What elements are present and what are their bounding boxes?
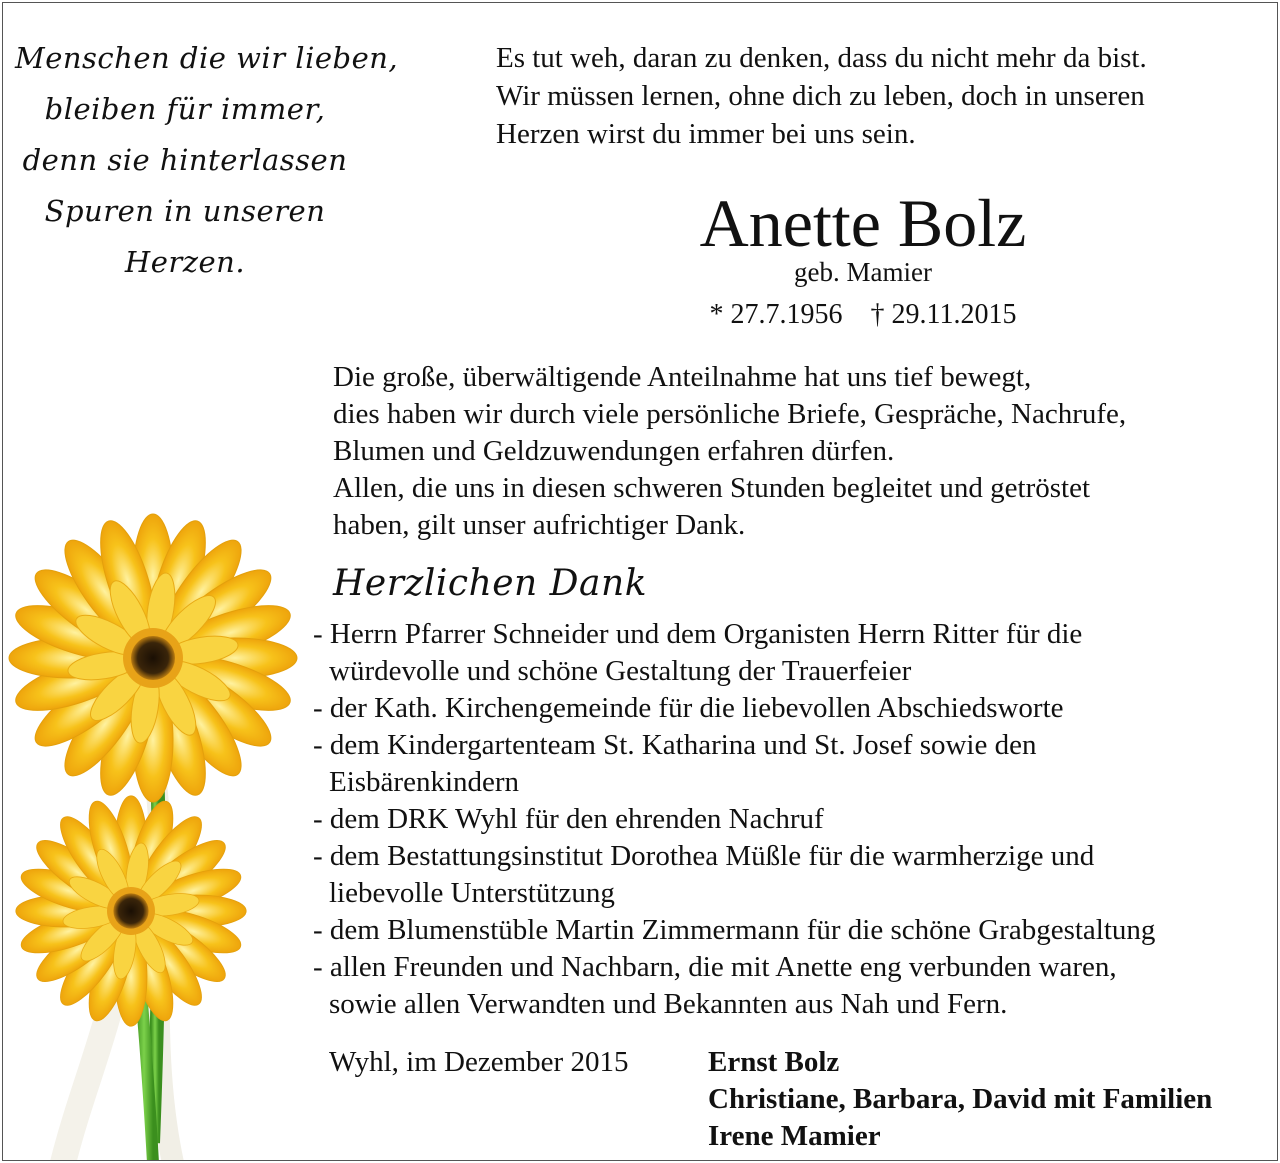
thanks-heading: Herzlichen Dank bbox=[333, 563, 648, 604]
list-item-continuation: liebevolle Unterstützung bbox=[329, 877, 615, 909]
list-item-continuation: Eisbärenkindern bbox=[329, 766, 520, 798]
list-item: - der Kath. Kirchengemeinde für die liebevollen Abschiedsworte bbox=[313, 692, 1064, 724]
signer-line: Irene Mamier bbox=[708, 1120, 881, 1152]
paragraph-line: haben, gilt unser aufrichtiger Dank. bbox=[333, 509, 746, 541]
motto-line: Spuren in unseren bbox=[44, 194, 326, 228]
signers bbox=[708, 1044, 1212, 1155]
poem-line: Herzen wirst du immer bei uns sein. bbox=[496, 118, 916, 150]
lower-flower bbox=[16, 796, 246, 1026]
paragraph-line: dies haben wir durch viele persönliche Briefe, Gespräche, Nachrufe, bbox=[333, 398, 1127, 430]
opening-poem bbox=[496, 39, 1266, 153]
list-item: - Herrn Pfarrer Schneider und dem Organisten Herrn Ritter für die bbox=[313, 618, 1083, 650]
signer-line: Christiane, Barbara, David mit Familien bbox=[708, 1083, 1213, 1115]
list-item: - dem Kindergartenteam St. Katharina und St. Josef sowie den bbox=[313, 729, 1037, 761]
list-item: - allen Freunden und Nachbarn, die mit Anette eng verbunden waren, bbox=[313, 951, 1117, 983]
place-and-date: Wyhl, im Dezember 2015 bbox=[329, 1046, 629, 1078]
motto-line: bleiben für immer, bbox=[44, 92, 326, 126]
list-item-continuation: sowie allen Verwandten und Bekannten aus Nah und Fern. bbox=[329, 988, 1008, 1020]
thanks-paragraph bbox=[333, 359, 1273, 544]
motto-line: denn sie hinterlassen bbox=[22, 143, 348, 177]
motto-verse bbox=[15, 33, 399, 288]
life-dates: * 27.7.1956 † 29.11.2015 bbox=[709, 299, 1017, 330]
poem-line: Es tut weh, daran zu denken, dass du nicht mehr da bist. bbox=[496, 42, 1147, 74]
paragraph-line: Die große, überwältigende Anteilnahme hat uns tief bewegt, bbox=[333, 361, 1032, 393]
poem-line: Wir müssen lernen, ohne dich zu leben, doch in unseren bbox=[496, 80, 1145, 112]
birth-name: geb. Mamier bbox=[794, 257, 932, 287]
list-item: - dem DRK Wyhl für den ehrenden Nachruf bbox=[313, 803, 824, 835]
paragraph-line: Blumen und Geldzuwendungen erfahren dürfen. bbox=[333, 435, 895, 467]
gerbera-flowers-image bbox=[3, 463, 323, 1161]
upper-flower bbox=[9, 514, 297, 802]
motto-line: Menschen die wir lieben, bbox=[15, 41, 399, 75]
motto-line: Herzen. bbox=[124, 245, 246, 279]
signer-line: Ernst Bolz bbox=[708, 1046, 840, 1078]
list-item-continuation: würdevolle und schöne Gestaltung der Trauerfeier bbox=[329, 655, 912, 687]
list-item: - dem Bestattungsinstitut Dorothea Müßle für die warmherzige und bbox=[313, 840, 1095, 872]
obituary-card bbox=[2, 2, 1278, 1161]
thanks-list bbox=[313, 616, 1278, 1023]
list-item: - dem Blumenstüble Martin Zimmermann für die schöne Grabgestaltung bbox=[313, 914, 1156, 946]
deceased-name: Anette Bolz bbox=[699, 185, 1027, 261]
paragraph-line: Allen, die uns in diesen schweren Stunden begleitet und getröstet bbox=[333, 472, 1091, 504]
